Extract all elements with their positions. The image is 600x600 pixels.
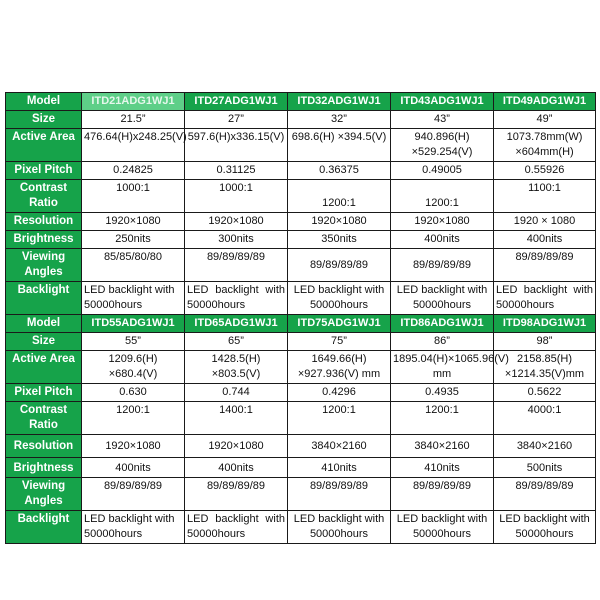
backlight-cell: LED backlight with 50000hours	[391, 511, 494, 544]
size-cell: 49”	[494, 111, 596, 129]
active-area-row	[6, 129, 596, 162]
viewing-angles-cell: 89/89/89/89	[185, 249, 288, 282]
brightness-cell: 410nits	[391, 458, 494, 478]
active-area-label: Active Area	[6, 351, 82, 384]
contrast-ratio-cell: 1400:1	[185, 402, 288, 435]
backlight-cell: LED backlight with 50000hours	[494, 282, 596, 315]
size-cell: 65”	[185, 333, 288, 351]
viewing-angles-cell: 85/85/80/80	[82, 249, 185, 282]
resolution-cell: 1920×1080	[185, 435, 288, 458]
active-area-cell: 1073.78mm(W) ×604mm(H)	[494, 129, 596, 162]
resolution-cell: 1920 × 1080	[494, 213, 596, 231]
contrast-ratio-cell: 1200:1	[288, 402, 391, 435]
brightness-cell: 400nits	[391, 231, 494, 249]
pixel-pitch-cell: 0.55926	[494, 162, 596, 180]
model-cell: ITD55ADG1WJ1	[82, 315, 185, 333]
brightness-cell: 400nits	[494, 231, 596, 249]
resolution-cell: 1920×1080	[82, 213, 185, 231]
size-cell: 75”	[288, 333, 391, 351]
model-cell: ITD32ADG1WJ1	[288, 93, 391, 111]
brightness-label: Brightness	[6, 231, 82, 249]
model-label: Model	[6, 93, 82, 111]
contrast-ratio-cell: 1000:1	[185, 180, 288, 213]
active-area-cell: 1895.04(H)×1065.96(V) mm	[391, 351, 494, 384]
viewing-angles-label: Viewing Angles	[6, 249, 82, 282]
resolution-cell: 1920×1080	[82, 435, 185, 458]
model-cell: ITD43ADG1WJ1	[391, 93, 494, 111]
backlight-cell: LED backlight with 50000hours	[288, 511, 391, 544]
brightness-cell: 410nits	[288, 458, 391, 478]
active-area-row	[6, 351, 596, 384]
resolution-cell: 3840×2160	[288, 435, 391, 458]
contrast-ratio-cell: 4000:1	[494, 402, 596, 435]
active-area-cell: 940.896(H) ×529.254(V)	[391, 129, 494, 162]
size-cell: 43”	[391, 111, 494, 129]
contrast-ratio-cell: 1200:1	[391, 402, 494, 435]
resolution-cell: 3840×2160	[494, 435, 596, 458]
backlight-label: Backlight	[6, 282, 82, 315]
resolution-row	[6, 435, 596, 458]
model-cell: ITD86ADG1WJ1	[391, 315, 494, 333]
backlight-row	[6, 282, 596, 315]
model-cell: ITD75ADG1WJ1	[288, 315, 391, 333]
pixel-pitch-cell: 0.4935	[391, 384, 494, 402]
viewing-angles-cell: 89/89/89/89	[288, 249, 391, 282]
resolution-label: Resolution	[6, 213, 82, 231]
brightness-cell: 300nits	[185, 231, 288, 249]
backlight-cell: LED backlight with 50000hours	[82, 511, 185, 544]
viewing-angles-cell: 89/89/89/89	[288, 478, 391, 511]
pixel-pitch-cell: 0.630	[82, 384, 185, 402]
pixel-pitch-cell: 0.49005	[391, 162, 494, 180]
size-row	[6, 333, 596, 351]
viewing-angles-row	[6, 249, 596, 282]
contrast-ratio-cell: 1200:1	[82, 402, 185, 435]
brightness-label: Brightness	[6, 458, 82, 478]
spec-table	[5, 92, 596, 544]
model-row	[6, 315, 596, 333]
active-area-cell: 1209.6(H) ×680.4(V)	[82, 351, 185, 384]
pixel-pitch-cell: 0.744	[185, 384, 288, 402]
contrast-ratio-row	[6, 180, 596, 213]
size-cell: 55”	[82, 333, 185, 351]
model-cell: ITD65ADG1WJ1	[185, 315, 288, 333]
viewing-angles-cell: 89/89/89/89	[494, 478, 596, 511]
contrast-ratio-label: Contrast Ratio	[6, 402, 82, 435]
active-area-cell: 698.6(H) ×394.5(V)	[288, 129, 391, 162]
brightness-cell: 500nits	[494, 458, 596, 478]
active-area-cell: 476.64(H)x248.25(V)	[82, 129, 185, 162]
size-row	[6, 111, 596, 129]
active-area-label: Active Area	[6, 129, 82, 162]
backlight-cell: LED backlight with 50000hours	[288, 282, 391, 315]
size-cell: 98”	[494, 333, 596, 351]
pixel-pitch-row	[6, 384, 596, 402]
brightness-row	[6, 231, 596, 249]
viewing-angles-label: Viewing Angles	[6, 478, 82, 511]
size-label: Size	[6, 111, 82, 129]
model-row	[6, 93, 596, 111]
pixel-pitch-cell: 0.36375	[288, 162, 391, 180]
size-cell: 32”	[288, 111, 391, 129]
backlight-cell: LED backlight with 50000hours	[494, 511, 596, 544]
viewing-angles-cell: 89/89/89/89	[494, 249, 596, 282]
active-area-cell: 1649.66(H) ×927.936(V) mm	[288, 351, 391, 384]
model-cell: ITD49ADG1WJ1	[494, 93, 596, 111]
backlight-cell: LED backlight with 50000hours	[82, 282, 185, 315]
contrast-ratio-cell: 1000:1	[82, 180, 185, 213]
model-cell: ITD98ADG1WJ1	[494, 315, 596, 333]
model-cell: ITD27ADG1WJ1	[185, 93, 288, 111]
contrast-ratio-cell: 1200:1	[288, 180, 391, 213]
viewing-angles-cell: 89/89/89/89	[185, 478, 288, 511]
brightness-row	[6, 458, 596, 478]
backlight-row	[6, 511, 596, 544]
pixel-pitch-cell: 0.31125	[185, 162, 288, 180]
resolution-cell: 3840×2160	[391, 435, 494, 458]
active-area-cell: 1428.5(H) ×803.5(V)	[185, 351, 288, 384]
pixel-pitch-label: Pixel Pitch	[6, 384, 82, 402]
viewing-angles-cell: 89/89/89/89	[391, 478, 494, 511]
brightness-cell: 250nits	[82, 231, 185, 249]
pixel-pitch-cell: 0.24825	[82, 162, 185, 180]
active-area-cell: 597.6(H)x336.15(V)	[185, 129, 288, 162]
size-cell: 27”	[185, 111, 288, 129]
pixel-pitch-cell: 0.4296	[288, 384, 391, 402]
contrast-ratio-cell: 1100:1	[494, 180, 596, 213]
contrast-ratio-row	[6, 402, 596, 435]
size-label: Size	[6, 333, 82, 351]
resolution-cell: 1920×1080	[185, 213, 288, 231]
resolution-row	[6, 213, 596, 231]
size-cell: 86”	[391, 333, 494, 351]
viewing-angles-row	[6, 478, 596, 511]
contrast-ratio-label: Contrast Ratio	[6, 180, 82, 213]
backlight-cell: LED backlight with 50000hours	[391, 282, 494, 315]
model-label: Model	[6, 315, 82, 333]
pixel-pitch-label: Pixel Pitch	[6, 162, 82, 180]
pixel-pitch-cell: 0.5622	[494, 384, 596, 402]
backlight-cell: LED backlight with 50000hours	[185, 282, 288, 315]
resolution-cell: 1920×1080	[391, 213, 494, 231]
pixel-pitch-row	[6, 162, 596, 180]
model-cell: ITD21ADG1WJ1	[82, 93, 185, 111]
backlight-cell: LED backlight with 50000hours	[185, 511, 288, 544]
contrast-ratio-cell: 1200:1	[391, 180, 494, 213]
resolution-cell: 1920×1080	[288, 213, 391, 231]
size-cell: 21.5”	[82, 111, 185, 129]
viewing-angles-cell: 89/89/89/89	[391, 249, 494, 282]
brightness-cell: 400nits	[185, 458, 288, 478]
brightness-cell: 350nits	[288, 231, 391, 249]
resolution-label: Resolution	[6, 435, 82, 458]
backlight-label: Backlight	[6, 511, 82, 544]
active-area-cell: 2158.85(H) ×1214.35(V)mm	[494, 351, 596, 384]
brightness-cell: 400nits	[82, 458, 185, 478]
viewing-angles-cell: 89/89/89/89	[82, 478, 185, 511]
